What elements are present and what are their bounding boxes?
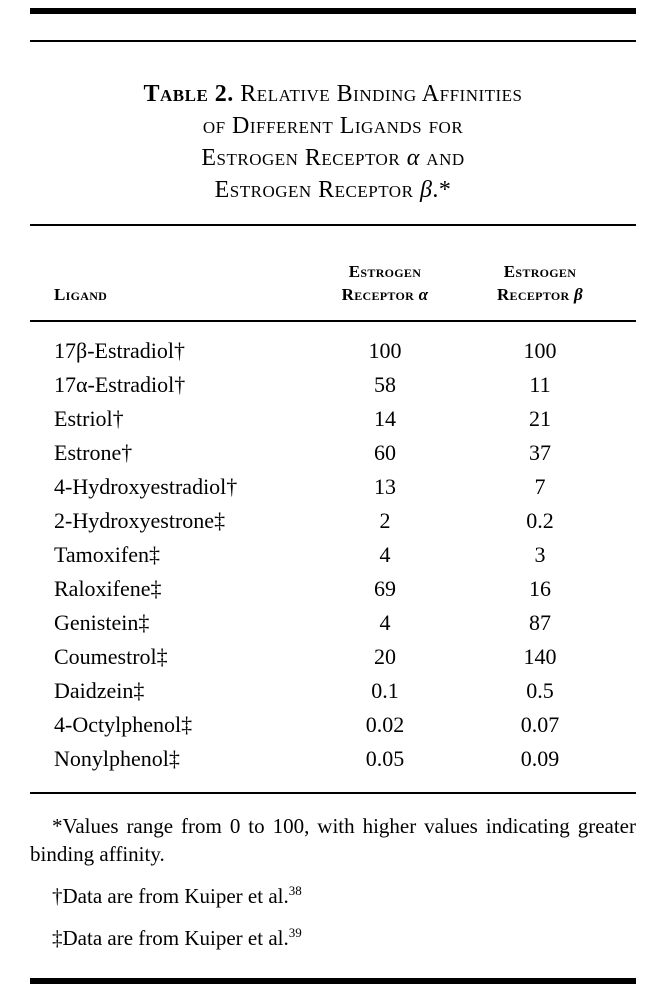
header-ligand: Ligand: [54, 285, 108, 304]
footnote-marker: *: [52, 814, 63, 838]
er-beta-cell: 87: [529, 610, 551, 635]
er-beta-cell: 7: [534, 474, 546, 499]
footnote-marker: ‡: [52, 926, 63, 950]
table-row: [30, 708, 636, 742]
er-alpha-cell: 69: [374, 576, 396, 601]
ligand-cell: Raloxifene‡: [54, 576, 162, 601]
ligand-cell: 4-Octylphenol‡: [54, 712, 193, 737]
beta-symbol: β: [419, 177, 433, 203]
table-row: [30, 368, 636, 402]
table-row: [30, 742, 636, 776]
ligand-cell: 2-Hydroxyestrone‡: [54, 508, 226, 533]
top-thin-rule: [30, 40, 636, 42]
title-table-number: Table 2.: [143, 81, 234, 107]
table-row: [30, 674, 636, 708]
ligand-cell: Nonylphenol‡: [54, 746, 180, 771]
table-title: [30, 78, 636, 206]
table-body: [30, 322, 636, 792]
er-alpha-cell: 0.02: [365, 712, 405, 737]
rule-above-footnotes: [30, 792, 636, 794]
bottom-thick-rule: [30, 978, 636, 984]
table-row: [30, 606, 636, 640]
header-er-beta: [460, 260, 620, 306]
footnote-text: Data are from Kuiper et al.: [62, 926, 289, 950]
ligand-cell: Coumestrol‡: [54, 644, 168, 669]
table-row: [30, 572, 636, 606]
er-beta-cell: 37: [529, 440, 551, 465]
er-alpha-cell: 20: [374, 644, 396, 669]
footnote-double-dagger: [30, 924, 636, 952]
table-row: [30, 334, 636, 368]
title-line-2: of Different Ligands for: [202, 113, 464, 139]
er-alpha-cell: 0.1: [371, 678, 399, 703]
er-beta-cell: 140: [523, 644, 557, 669]
title-line-4-suffix: .*: [432, 177, 452, 203]
footnote-text: Values range from 0 to 100, with higher values indicating greater binding affinity.: [30, 814, 636, 866]
ligand-cell: Estriol†: [54, 406, 124, 431]
ligand-cell: Tamoxifen‡: [54, 542, 160, 567]
rule-under-title: [30, 224, 636, 226]
top-thick-rule: [30, 8, 636, 14]
header-er-alpha-line1: Estrogen: [348, 262, 422, 281]
er-alpha-cell: 2: [379, 508, 391, 533]
title-line-1: [30, 78, 636, 110]
er-alpha-cell: 58: [374, 372, 396, 397]
er-alpha-cell: 60: [374, 440, 396, 465]
alpha-symbol: α: [406, 145, 420, 171]
footnote-text: Data are from Kuiper et al.: [62, 884, 289, 908]
title-line-4-text: Estrogen Receptor: [214, 177, 420, 203]
header-beta-symbol: β: [574, 285, 584, 304]
header-er-beta-line2: Receptor: [496, 285, 574, 304]
reference-number: 38: [288, 883, 302, 898]
reference-number: 39: [288, 925, 302, 940]
er-beta-cell: 21: [529, 406, 551, 431]
ligand-cell: 4-Hydroxyestradiol†: [54, 474, 238, 499]
ligand-cell: Estrone†: [54, 440, 133, 465]
er-beta-cell: 100: [523, 338, 557, 363]
er-alpha-cell: 4: [379, 542, 391, 567]
er-beta-cell: 0.2: [526, 508, 554, 533]
header-er-alpha-line2: Receptor: [341, 285, 419, 304]
ligand-cell: Daidzein‡: [54, 678, 145, 703]
er-beta-cell: 0.5: [526, 678, 554, 703]
er-beta-cell: 0.09: [520, 746, 560, 771]
er-alpha-cell: 100: [368, 338, 402, 363]
title-line-3: [30, 142, 636, 174]
er-alpha-cell: 14: [374, 406, 396, 431]
er-beta-cell: 3: [534, 542, 546, 567]
table-row: [30, 504, 636, 538]
title-line-3-suffix: and: [419, 145, 465, 171]
er-alpha-cell: 4: [379, 610, 391, 635]
table-row: [30, 470, 636, 504]
table-header-row: [30, 260, 636, 306]
title-line-1-text: Relative Binding Affinities: [240, 81, 523, 107]
ligand-cell: 17α-Estradiol†: [54, 372, 186, 397]
er-alpha-cell: 13: [374, 474, 396, 499]
er-beta-cell: 0.07: [520, 712, 560, 737]
table-row: [30, 538, 636, 572]
footnote-marker: †: [52, 884, 63, 908]
footnotes: [30, 812, 636, 952]
table-row: [30, 402, 636, 436]
ligand-cell: Genistein‡: [54, 610, 150, 635]
ligand-cell: 17β-Estradiol†: [54, 338, 185, 363]
header-er-beta-line1: Estrogen: [503, 262, 577, 281]
table-row: [30, 436, 636, 470]
er-beta-cell: 16: [529, 576, 551, 601]
er-beta-cell: 11: [529, 372, 551, 397]
footnote-dagger: [30, 882, 636, 910]
table-row: [30, 640, 636, 674]
er-alpha-cell: 0.05: [365, 746, 405, 771]
footnote-asterisk: [30, 812, 636, 868]
title-line-3-text: Estrogen Receptor: [201, 145, 407, 171]
header-alpha-symbol: α: [418, 285, 429, 304]
header-er-alpha: [310, 260, 460, 306]
title-line-4: [30, 174, 636, 206]
